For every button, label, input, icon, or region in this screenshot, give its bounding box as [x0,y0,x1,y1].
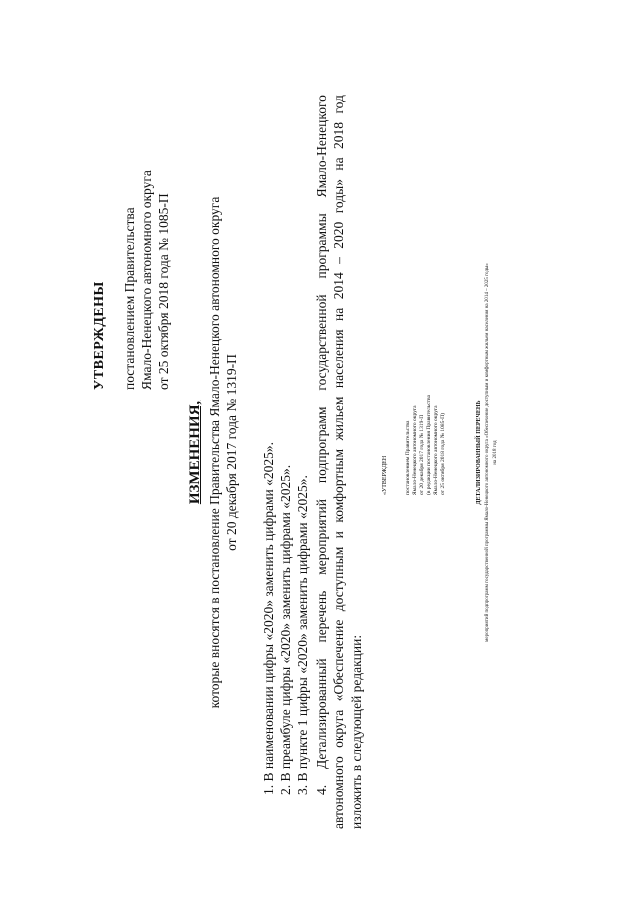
document-title: ИЗМЕНЕНИЯ, [187,400,203,505]
item-word: мероприятий [314,499,329,575]
item-word: доступным [331,546,346,612]
item-word: на [331,157,346,171]
item-word: на [331,307,346,321]
inset-line-3: от 20 декабря 2017 года № 1319-П [419,414,425,495]
inset-subtitle-2: на 2018 год [493,440,498,465]
inset-line-6: от 25 октября 2018 года № 1085-П) [440,413,446,495]
item-word: 2018 [331,121,346,149]
item-4-line-3: изложить в следующей редакции: [349,634,364,829]
item-word: комфортным [331,448,346,523]
item-word: 4. [314,784,329,795]
item-word: 2020 [331,221,346,249]
item-word: Детализированный [314,658,329,769]
item-word: и [331,531,346,539]
item-word: программы [314,213,329,279]
inset-line-5: Ямало-Ненецкого автономного округа [433,405,439,495]
item-word: – [331,257,346,264]
item-word: год [331,95,346,114]
item-word: жильем [331,396,346,441]
item-word: перечень [314,590,329,643]
item-word: Ямало-Ненецкого [314,95,329,198]
approved-line-1: постановлением Правительства [122,207,137,390]
inset-line-4: (в редакции постановления Правительства [426,394,432,495]
document-subtitle-1: которые вносятся в постановление Правительства Ямало-Ненецкого автономного округа [207,196,222,709]
inset-title: ДЕТАЛИЗИРОВАННЫЙ ПЕРЕЧЕНЬ [476,400,482,505]
item-word: населения [331,329,346,389]
approved-title: УТВЕРЖДЕНЫ [92,281,107,390]
item-3: 3. В пункте 1 цифры «2020» заменить цифрами «2025». [295,475,310,795]
approved-line-3: от 25 октября 2018 года № 1085-П [156,193,171,390]
item-word: округа [331,709,346,748]
item-1: 1. В наименовании цифры «2020» заменить цифрами «2025». [261,441,276,795]
item-2: 2. В преамбуле цифры «2020» заменить цифрами «2025». [278,464,293,795]
inset-line-2: Ямало-Ненецкого автономного округа [412,405,418,495]
item-word: автономного [331,756,346,829]
item-4-line-1 [314,95,330,795]
item-4-line-2 [331,95,347,829]
item-word: «Обеспечение [331,619,346,702]
item-word: подпрограмм [314,406,329,484]
inset-subtitle-1: мероприятий подпрограмм государственной программы Ямало-Ненецкого автономного округа «Обеспечение доступным и комфортным жильем населения на 2014 – 2025 годы» [485,263,490,642]
approved-line-2: Ямало-Ненецкого автономного округа [139,170,154,390]
inset-line-1: постановлением Правительства [405,420,411,495]
item-word: государственной [314,294,329,391]
item-word: годы» [331,179,346,214]
document-subtitle-2: от 20 декабря 2017 года № 1319-П [224,354,239,551]
inset-approved-title: «УТВЕРЖДЕН [382,455,388,495]
item-word: 2014 [331,272,346,300]
